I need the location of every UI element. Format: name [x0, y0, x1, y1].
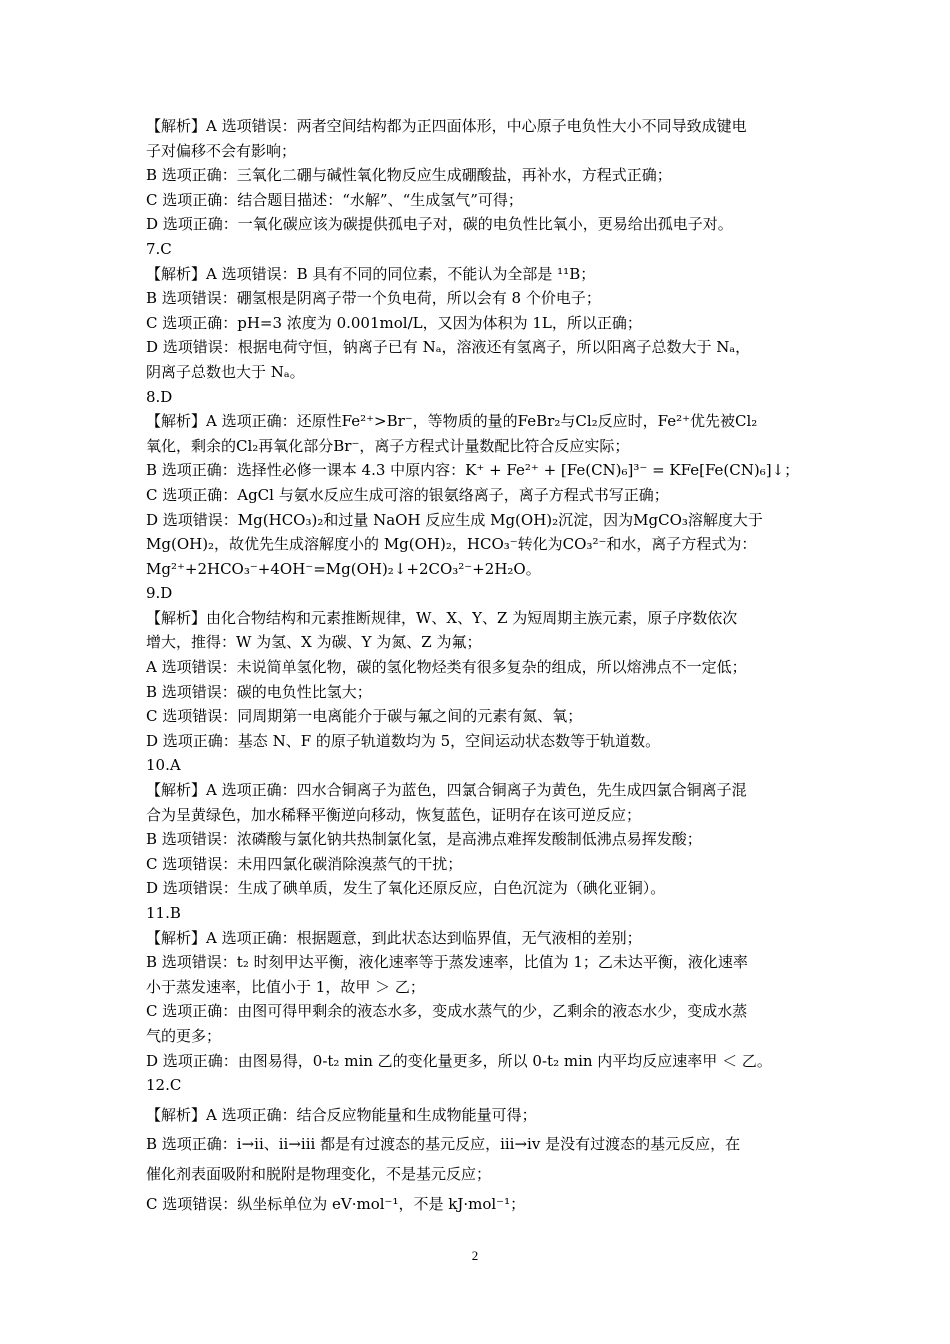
question-answer: 12.C [146, 1076, 182, 1095]
explanation-line: C 选项错误：同周期第一电离能介于碳与氟之间的元素有氮、氧； [146, 707, 583, 726]
answer-explanations [146, 114, 808, 1216]
explanation-line: C 选项正确：由图可得甲剩余的液态水多，变成水蒸气的少，乙剩余的液态水少，变成水蒸 [146, 1002, 748, 1021]
explanation-line: B 选项正确：i→ii、ii→iii 都是有过渡态的基元反应，iii→iv 是没有过渡态的基元反应，在 [146, 1135, 741, 1154]
explanation-line: 催化剂表面吸附和脱附是物理变化，不是基元反应； [146, 1164, 492, 1183]
explanation-line: D 选项正确：基态 N、F 的原子轨道数均为 5，空间运动状态数等于轨道数。 [146, 731, 661, 750]
explanation-line: B 选项错误：碳的电负性比氢大； [146, 682, 372, 701]
explanation-line: 气的更多； [146, 1026, 222, 1045]
explanation-line: C 选项正确：pH=3 浓度为 0.001mol/L，又因为体积为 1L，所以正确； [146, 313, 642, 332]
question-answer: 11.B [146, 904, 181, 922]
explanation-line: 【解析】A 选项正确：还原性Fe²⁺>Br⁻，等物质的量的FeBr₂与Cl₂反应时，Fe²⁺优先被Cl₂ [146, 412, 758, 431]
explanation-line: C 选项错误：未用四氯化碳消除溴蒸气的干扰； [146, 854, 463, 873]
explanation-line: 【解析】A 选项正确：四水合铜离子为蓝色，四氯合铜离子为黄色，先生成四氯合铜离子混 [146, 781, 747, 800]
explanation-line: B 选项错误：浓磷酸与氯化钠共热制氯化氢，是高沸点难挥发酸制低沸点易挥发酸； [146, 830, 702, 849]
explanation-line: Mg(OH)₂，故优先生成溶解度小的 Mg(OH)₂，HCO₃⁻转化为CO₃²⁻和水，离子方程式为： [146, 535, 757, 554]
explanation-line: B 选项错误：硼氢根是阴离子带一个负电荷，所以会有 8 个价电子； [146, 289, 601, 308]
question-answer: 10.A [146, 756, 181, 775]
explanation-line: 氧化，剩余的Cl₂再氧化部分Br⁻，离子方程式计量数配比符合反应实际； [146, 436, 630, 455]
explanation-line: 【解析】A 选项正确：结合反应物能量和生成物能量可得； [146, 1105, 537, 1124]
explanation-line: D 选项错误：根据电荷守恒，钠离子已有 Nₐ，溶液还有氢离子，所以阳离子总数大于 Nₐ， [146, 338, 751, 357]
explanation-line: 子对偏移不会有影响； [146, 141, 297, 160]
explanation-line: C 选项错误：纵坐标单位为 eV·mol⁻¹，不是 kJ·mol⁻¹； [146, 1194, 526, 1213]
explanation-line: D 选项正确：一氧化碳应该为碳提供孤电子对，碳的电负性比氧小，更易给出孤电子对。 [146, 215, 733, 234]
explanation-line: 增大，推得：W 为氢、X 为碳、Y 为氮、Z 为氟； [146, 633, 482, 652]
question-answer: 7.C [146, 239, 172, 258]
explanation-line: 【解析】A 选项错误：两者空间结构都为正四面体形，中心原子电负性大小不同导致成键电 [146, 117, 747, 135]
explanation-line: Mg²⁺+2HCO₃⁻+4OH⁻=Mg(OH)₂↓+2CO₃²⁻+2H₂O。 [146, 559, 541, 578]
explanation-line: 合为呈黄绿色，加水稀释平衡逆向移动，恢复蓝色，证明存在该可逆反应； [146, 805, 642, 824]
explanation-line: 阴离子总数也大于 Nₐ。 [146, 362, 305, 381]
explanation-line: 【解析】A 选项错误：B 具有不同的同位素，不能认为全部是 ¹¹B； [146, 264, 596, 283]
page-number: 2 [471, 1248, 479, 1263]
explanation-line: B 选项正确：三氧化二硼与碱性氧化物反应生成硼酸盐，再补水，方程式正确； [146, 166, 672, 185]
explanation-line: C 选项正确：AgCl 与氨水反应生成可溶的银氨络离子，离子方程式书写正确； [146, 485, 669, 504]
explanation-line: B 选项错误：t₂ 时刻甲达平衡，液化速率等于蒸发速率，比值为 1；乙未达平衡，液化速率 [146, 953, 748, 972]
explanation-line: D 选项正确：由图易得，0-t₂ min 乙的变化量更多，所以 0-t₂ min 内平均反应速率甲 ＜ 乙。 [146, 1051, 772, 1070]
question-answer: 9.D [146, 584, 173, 603]
explanation-line: D 选项错误：Mg(HCO₃)₂和过量 NaOH 反应生成 Mg(OH)₂沉淀，因为MgCO₃溶解度大于 [146, 510, 763, 529]
explanation-line: C 选项正确：结合题目描述：“水解”、“生成氢气”可得； [146, 190, 523, 209]
explanation-line: 小于蒸发速率，比值小于 1，故甲 ＞ 乙； [146, 977, 425, 996]
explanation-line: 【解析】A 选项正确：根据题意，到此状态达到临界值，无气液相的差别； [146, 928, 642, 947]
explanation-line: 【解析】由化合物结构和元素推断规律，W、X、Y、Z 为短周期主族元素，原子序数依次 [146, 608, 738, 627]
explanation-line: B 选项正确：选择性必修一课本 4.3 中原内容：K⁺ + Fe²⁺ + [Fe(CN)₆]³⁻ = KFe[Fe(CN)₆]↓； [146, 461, 800, 480]
explanation-line: D 选项错误：生成了碘单质，发生了氧化还原反应，白色沉淀为（碘化亚铜）。 [146, 879, 666, 898]
explanation-line: A 选项错误：未说简单氢化物，碳的氢化物烃类有很多复杂的组成，所以熔沸点不一定低； [146, 658, 747, 677]
question-answer: 8.D [146, 387, 173, 406]
